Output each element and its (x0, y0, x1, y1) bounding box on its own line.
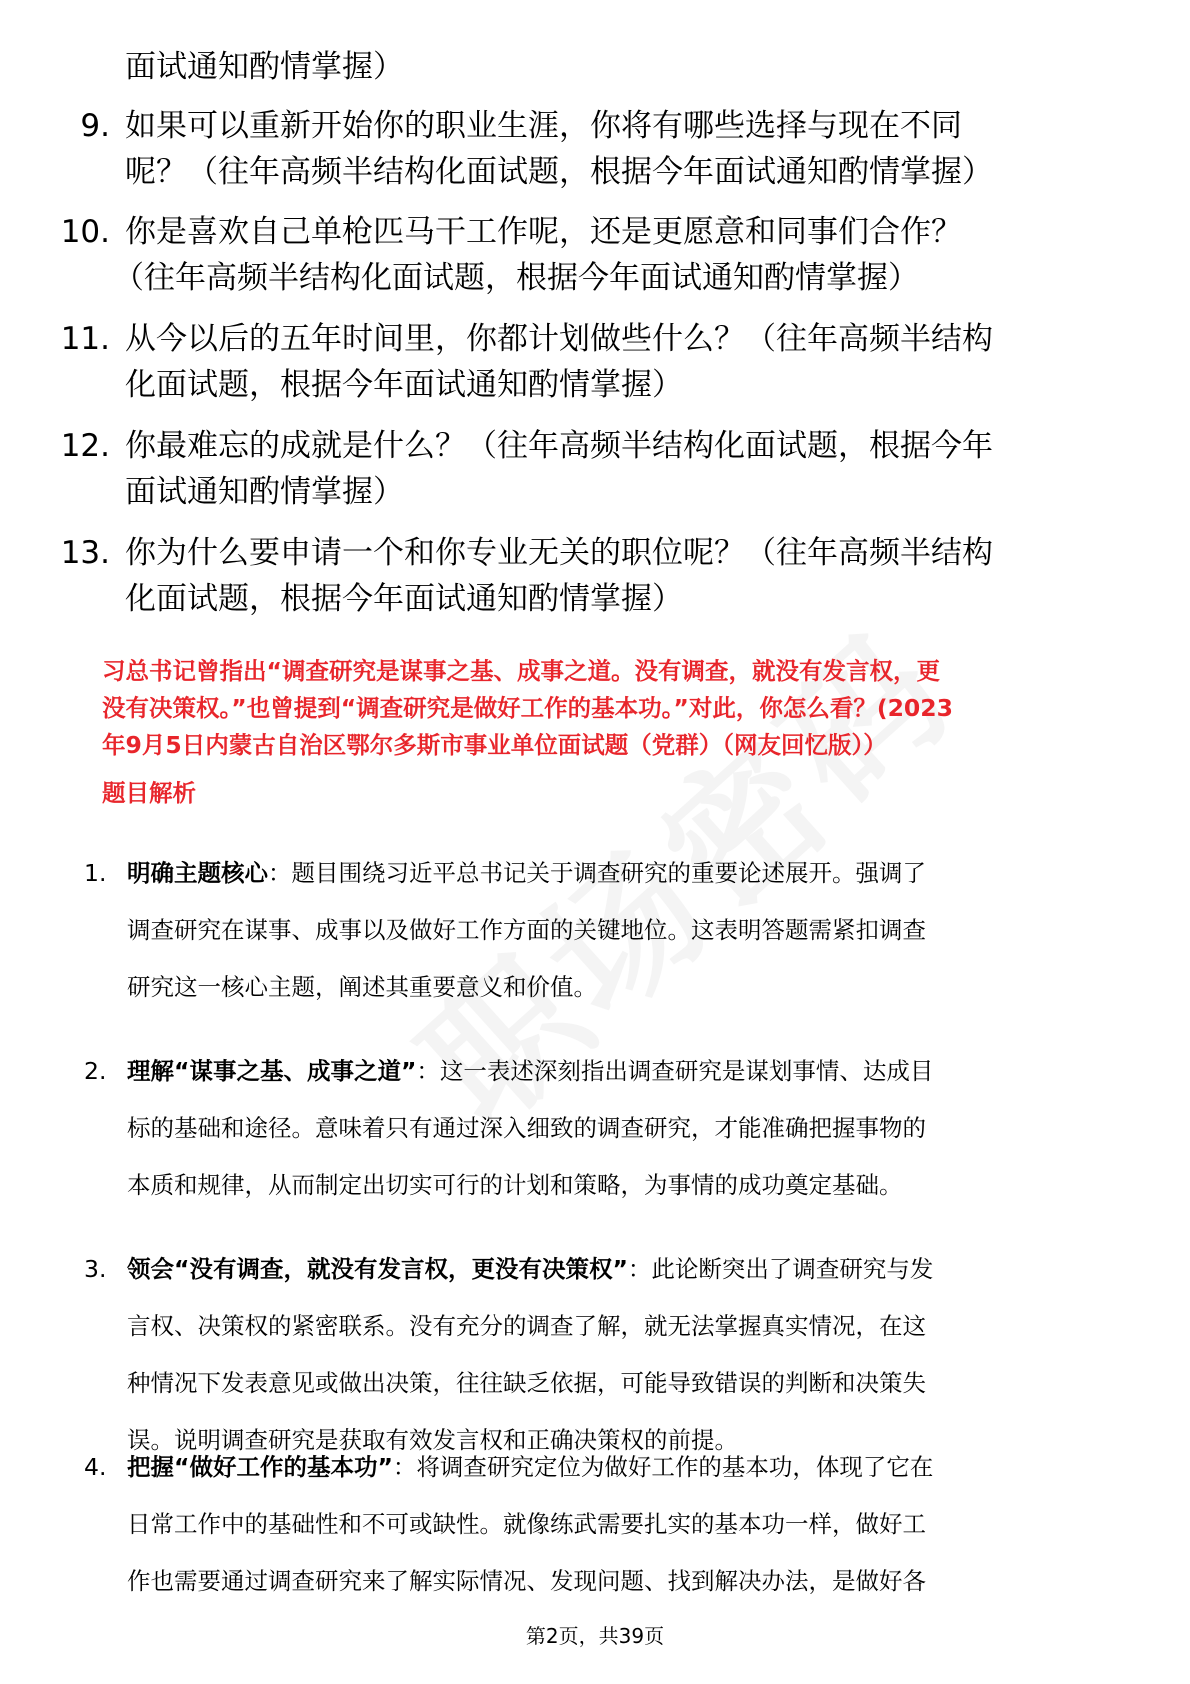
item-line: （往年高频半结构化面试题，根据今年面试通知酌情掌握） (113, 260, 919, 296)
item-line: 种情况下发表意见或做出决策，往往缺乏依据，可能导致错误的判断和决策失 (127, 1369, 926, 1397)
item-text (127, 845, 1117, 1016)
item-text (125, 530, 1115, 622)
item-text (113, 209, 1115, 301)
item-number: 11. (60, 321, 110, 357)
item-line: 面试通知酌情掌握） (125, 49, 404, 85)
main-question-line: 没有决策权。”也曾提到“调查研究是做好工作的基本功。”对此，你怎么看？(2023 (102, 694, 953, 722)
item-number: 1. (84, 859, 107, 887)
item-number: 9. (80, 108, 110, 144)
item-lead: 把握“做好工作的基本功” (127, 1453, 393, 1481)
item-text (127, 1439, 1117, 1610)
page-footer: 第2页，共39页 (525, 1624, 665, 1648)
item-line (127, 1241, 1117, 1298)
item-number: 3. (84, 1255, 107, 1283)
item-line: 误。说明调查研究是获取有效发言权和正确决策权的前提。 (127, 1426, 738, 1454)
item-line: 从今以后的五年时间里，你都计划做些什么？（往年高频半结构 (125, 321, 993, 357)
item-line: 作也需要通过调查研究来了解实际情况、发现问题、找到解决办法，是做好各 (127, 1567, 926, 1595)
item-text (125, 103, 1115, 195)
item-line (127, 845, 1117, 902)
item-line-text: ：这一表述深刻指出调查研究是谋划事情、达成目 (416, 1057, 934, 1085)
item-line: 化面试题，根据今年面试通知酌情掌握） (125, 367, 683, 403)
main-question (102, 653, 1122, 764)
item-line: 你最难忘的成就是什么？（往年高频半结构化面试题，根据今年 (125, 428, 993, 464)
item-text (127, 1043, 1117, 1214)
main-question-line: 年9月5日内蒙古自治区鄂尔多斯市事业单位面试题（党群）（网友回忆版）） (102, 731, 887, 759)
item-line: 标的基础和途径。意味着只有通过深入细致的调查研究，才能准确把握事物的 (127, 1114, 926, 1142)
item-number: 12. (60, 428, 110, 464)
item-number: 2. (84, 1057, 107, 1085)
item-line: 如果可以重新开始你的职业生涯，你将有哪些选择与现在不同 (125, 108, 962, 144)
item-line: 呢？（往年高频半结构化面试题，根据今年面试通知酌情掌握） (125, 154, 993, 190)
analysis-title: 题目解析 (102, 779, 196, 807)
item-lead: 明确主题核心 (127, 859, 268, 887)
item-line: 你为什么要申请一个和你专业无关的职位呢？（往年高频半结构 (125, 535, 993, 571)
item-line-text: ：将调查研究定位为做好工作的基本功，体现了它在 (392, 1453, 934, 1481)
item-text (127, 1241, 1117, 1469)
item-line (127, 1439, 1117, 1496)
item-line: 你是喜欢自己单枪匹马干工作呢，还是更愿意和同事们合作？ (125, 214, 962, 250)
item-line: 言权、决策权的紧密联系。没有充分的调查了解，就无法掌握真实情况，在这 (127, 1312, 926, 1340)
item-number: 10. (60, 214, 110, 250)
main-question-line: 习总书记曾指出“调查研究是谋事之基、成事之道。没有调查，就没有发言权，更 (102, 657, 940, 685)
item-line (127, 1043, 1117, 1100)
item-text (125, 44, 1115, 90)
item-line-text: ：此论断突出了调查研究与发 (627, 1255, 934, 1283)
item-line: 日常工作中的基础性和不可或缺性。就像练武需要扎实的基本功一样，做好工 (127, 1510, 926, 1538)
item-line: 本质和规律，从而制定出切实可行的计划和策略，为事情的成功奠定基础。 (127, 1171, 903, 1199)
item-number: 4. (84, 1453, 107, 1481)
item-number: 13. (60, 535, 110, 571)
item-text (125, 316, 1115, 408)
item-line: 研究这一核心主题，阐述其重要意义和价值。 (127, 973, 597, 1001)
item-lead: 理解“谋事之基、成事之道” (127, 1057, 417, 1085)
item-lead: 领会“没有调查，就没有发言权，更没有决策权” (127, 1255, 628, 1283)
item-line: 化面试题，根据今年面试通知酌情掌握） (125, 581, 683, 617)
item-line-text: ：题目围绕习近平总书记关于调查研究的重要论述展开。强调了 (268, 859, 926, 887)
item-text (125, 423, 1115, 515)
item-line: 面试通知酌情掌握） (125, 474, 404, 510)
item-line: 调查研究在谋事、成事以及做好工作方面的关键地位。这表明答题需紧扣调查 (127, 916, 926, 944)
